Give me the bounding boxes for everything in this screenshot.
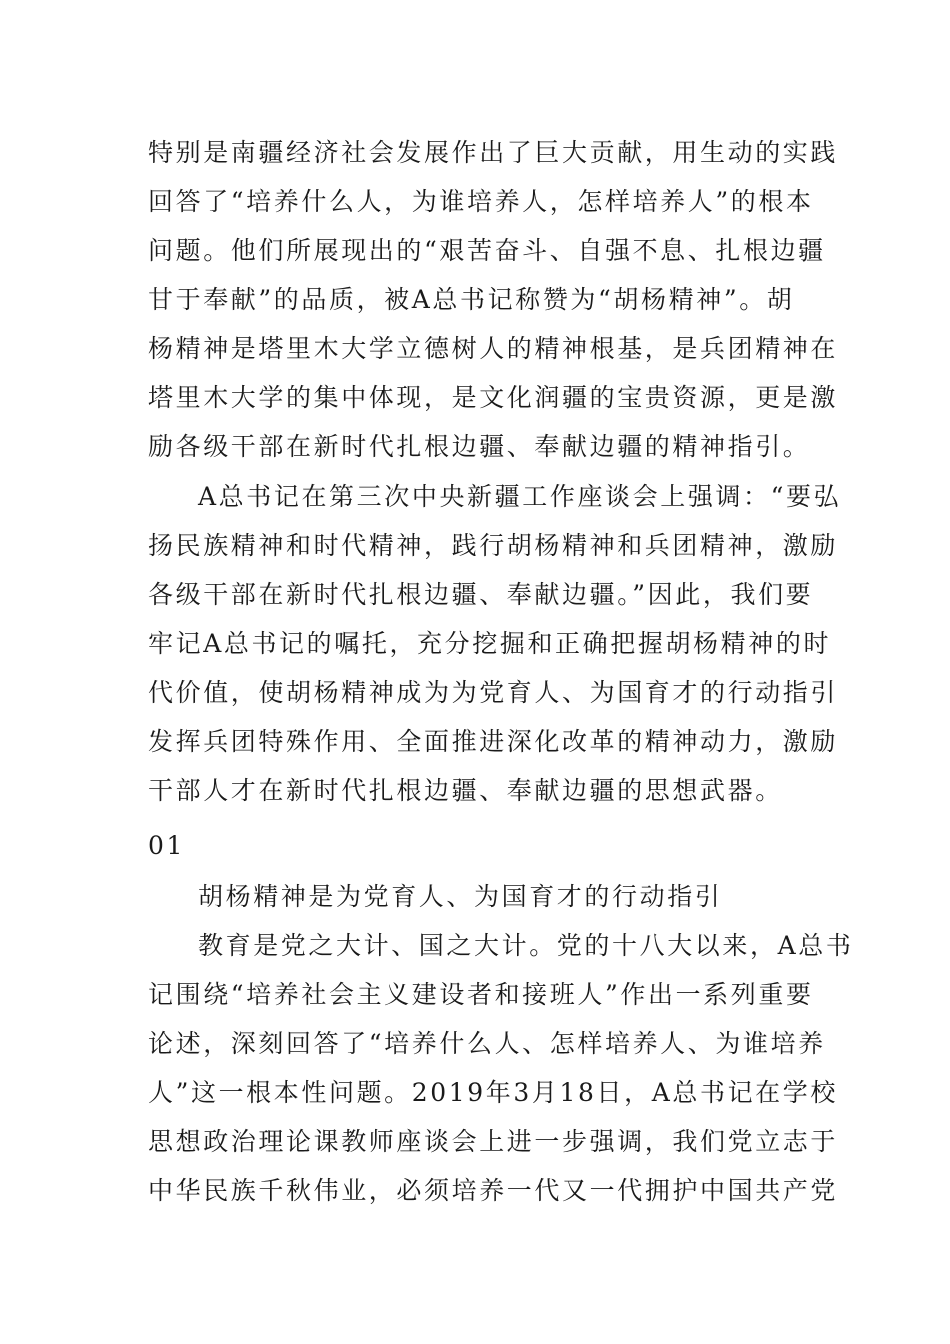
paragraph-3-line-4: 人”这一根本性问题。2019年3月18日，A总书记在学校 (148, 1078, 838, 1107)
paragraph-2-line-1: A总书记在第三次中央新疆工作座谈会上强调：“要弘 (198, 482, 842, 511)
paragraph-2-line-7: 干部人才在新时代扎根边疆、奉献边疆的思想武器。 (148, 776, 783, 805)
paragraph-1-line-5: 杨精神是塔里木大学立德树人的精神根基，是兵团精神在 (148, 334, 839, 363)
paragraph-3-line-1: 教育是党之大计、国之大计。党的十八大以来，A总书 (198, 931, 854, 960)
paragraph-2-line-3: 各级干部在新时代扎根边疆、奉献边疆。”因此，我们要 (148, 580, 814, 609)
paragraph-3-line-2: 记围绕“培养社会主义建设者和接班人”作出一系列重要 (148, 980, 814, 1009)
paragraph-2-line-4: 牢记A总书记的嘱托，充分挖掘和正确把握胡杨精神的时 (148, 629, 832, 658)
paragraph-1-line-2: 回答了“培养什么人，为谁培养人，怎样培养人”的根本 (148, 187, 814, 216)
paragraph-3-line-5: 思想政治理论课教师座谈会上进一步强调，我们党立志于 (148, 1127, 839, 1156)
paragraph-1-line-3: 问题。他们所展现出的“艰苦奋斗、自强不息、扎根边疆 (148, 236, 826, 265)
paragraph-2-line-2: 扬民族精神和时代精神，践行胡杨精神和兵团精神，激励 (148, 531, 839, 560)
paragraph-3-line-6: 中华民族千秋伟业，必须培养一代又一代拥护中国共产党 (148, 1176, 839, 1205)
section-heading: 胡杨精神是为党育人、为国育才的行动指引 (198, 882, 723, 911)
paragraph-1-line-7: 励各级干部在新时代扎根边疆、奉献边疆的精神指引。 (148, 432, 811, 461)
paragraph-2-line-5: 代价值，使胡杨精神成为为党育人、为国育才的行动指引 (148, 678, 839, 707)
section-number: 01 (148, 831, 186, 860)
paragraph-2-line-6: 发挥兵团特殊作用、全面推进深化改革的精神动力，激励 (148, 727, 839, 756)
paragraph-3-line-3: 论述，深刻回答了“培养什么人、怎样培养人、为谁培养 (148, 1029, 826, 1058)
paragraph-1-line-1: 特别是南疆经济社会发展作出了巨大贡献，用生动的实践 (148, 138, 839, 167)
paragraph-1-line-6: 塔里木大学的集中体现，是文化润疆的宝贵资源，更是激 (148, 383, 839, 412)
paragraph-1-line-4: 甘于奉献”的品质，被A总书记称赞为“胡杨精神”。胡 (148, 285, 795, 314)
